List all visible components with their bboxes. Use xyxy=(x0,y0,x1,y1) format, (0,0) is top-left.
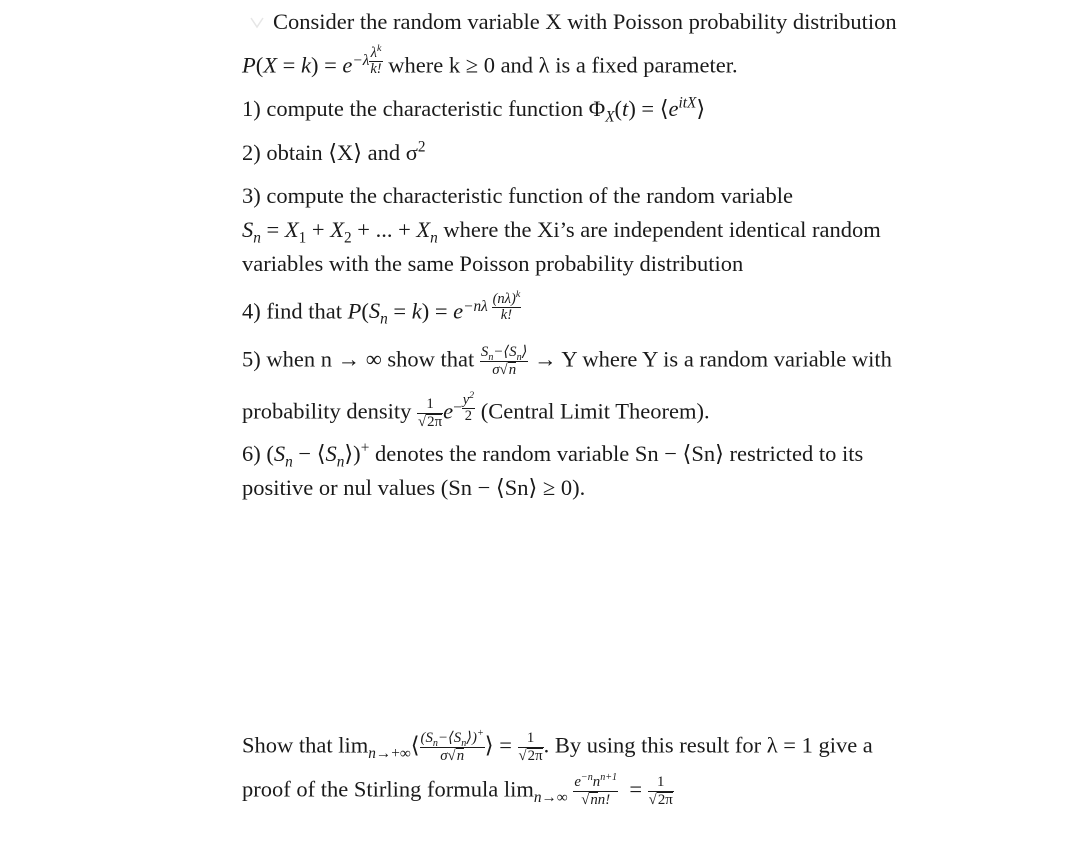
item-2: 2) obtain ⟨X⟩ and $\sigma^2$ xyxy=(242,138,426,165)
item-6-line-2: positive or nul values (Sn − ⟨Sn⟩ ≥ 0). xyxy=(242,475,586,500)
intro-line-2: $P(X = k) = e^{-\lambda \frac{\lambda^k}{k!}}$ where k ≥ 0 and λ is a fixed parameter. xyxy=(242,43,738,78)
item-6-tail: denotes the random variable Sn − ⟨Sn⟩ restricted to its xyxy=(374,441,864,466)
item-4: 4) find that $P(S_n = k) = e^{-n\lambda \frac{(n\lambda)^k}{k!}}$ xyxy=(242,289,521,328)
item-5-line-1: 5) when n → ∞ show that $\frac{S_n-⟨S_n⟩}{\sigma√n}$ → Y where Y is a random variable with xyxy=(242,344,892,378)
final-line-2-head: proof of the Stirling formula lim xyxy=(242,776,534,802)
intro-line-2-tail: where k ≥ 0 and λ is a fixed parameter. xyxy=(388,52,738,78)
final-line-1: Show that $\lim_{n\to+\infty}⟨$ $\frac{(S_n-⟨S_n⟩)^+}{\sigma√n}$ ⟩ = $\frac{1}{√2\pi}$ . By using this result for λ = 1 give a xyxy=(242,728,873,764)
item-3-line-2: $S_n = X_1 + X_2$ + ... + $X_n$ where the Xi’s are independent identical random xyxy=(242,217,881,247)
item-2-text: 2) obtain ⟨X⟩ and σ xyxy=(242,140,418,165)
item-1-text: 1) compute the characteristic function xyxy=(242,96,584,121)
item-5-head: 5) when n → ∞ show that xyxy=(242,346,475,372)
item-5-line-2: probability density $\frac{1}{√2\pi}$ $e^{- \frac{y^2}{2}}$ (Central Limit Theorem). xyxy=(242,389,710,430)
bullet-icon xyxy=(249,15,265,31)
final-tail: . By using this result for λ = 1 give a xyxy=(543,732,873,758)
intro-line-1: Consider the random variable X with Poisson probability distribution xyxy=(273,9,897,34)
final-line-2: proof of the Stirling formula $\lim_{n\to\infty}$ $\frac{e^{-n}n^{n+1}}{√nn!}$ = $\frac{1}{√2\pi}$ xyxy=(242,772,673,808)
item-3-line-3: variables with the same Poisson probability distribution xyxy=(242,251,744,276)
final-head: Show that lim xyxy=(242,732,369,758)
item-3-line-2-tail: where the Xi’s are independent identical random xyxy=(443,217,881,242)
item-3-line-1: 3) compute the characteristic function of the random variable xyxy=(242,183,794,208)
item-5-tail: → Y where Y is a random variable with xyxy=(534,346,892,372)
item-1: 1) compute the characteristic function $\Phi_X(t)$ = $⟨e^{itX}⟩$ xyxy=(242,94,706,126)
item-5-line-2-head: probability density xyxy=(242,398,412,424)
item-6-line-1: 6) ($S_n$ − $⟨S_n⟩)^+$ denotes the random variable Sn − ⟨Sn⟩ restricted to its xyxy=(242,439,864,471)
item-5-line-2-tail: (Central Limit Theorem). xyxy=(480,398,710,424)
item-4-text: 4) find that xyxy=(242,298,342,324)
